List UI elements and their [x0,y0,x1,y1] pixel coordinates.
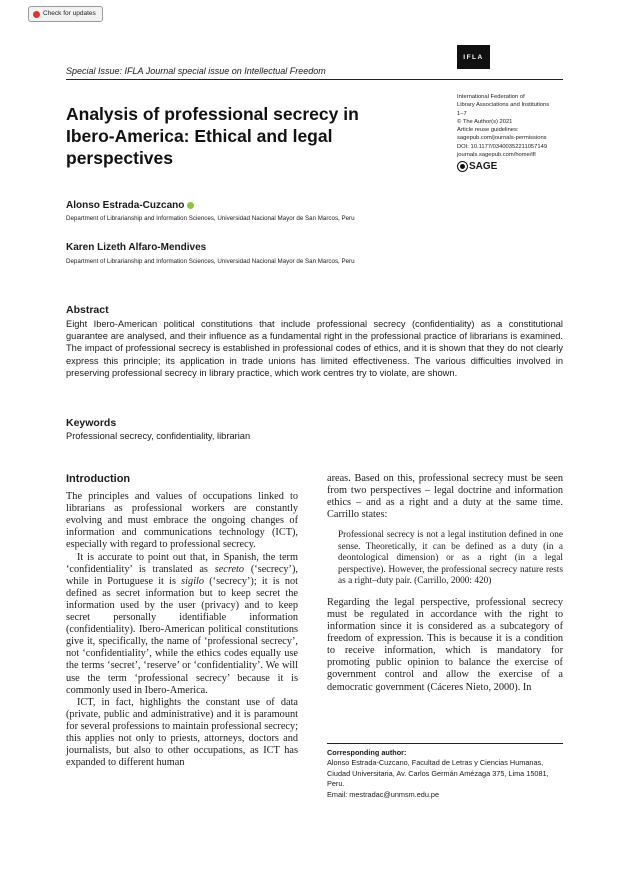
sage-logo-text: SAGE [469,160,498,172]
article-title: Analysis of professional secrecy in Ibero-America: Ethical and legal perspectives [66,104,359,168]
intro-paragraph: areas. Based on this, professional secrecy must be seen from two perspectives – legal doctrine and information ethics – and as a right and a duty at the same time. Carrillo states: [327,473,563,521]
keywords-heading: Keywords [66,417,117,429]
intro-paragraph: ICT, in fact, highlights the constant use of data (private, public and administrative) and it is paramount for several professions to maintain professional secrecy; this applies not only to priests, attorneys, doctors and journalists, but also to other occupations, as ICT has expanded to different human [66,696,298,769]
corresponding-email[interactable]: Email: mestradac@unmsm.edu.pe [327,789,440,799]
corresponding-author [327,748,563,800]
crossmark-icon [33,11,40,18]
journal-info-line: © The Author(s) 2021 [457,118,513,125]
keywords-text: Professional secrecy, confidentiality, librarian [66,431,251,441]
ifla-logo [457,45,490,69]
corresponding-divider [327,743,563,744]
author-name [66,200,194,211]
intro-paragraph: It is accurate to point out that, in Spanish, the term ‘confidentiality’ is translated as secreto (‘secrecy’), while in Portuguese it is sigilo (‘secrecy’); it is not defined as secret information but to keep secret the information used by the user (privacy) and to keep secret personally identifiable information (confidentiality). Ibero-American political constitutions give it, specifically, the name of ‘professional secrecy’, not ‘confidentiality’, while the ethics codes equally use the terms ‘secret’, ‘reserve’ or ‘confidentiality’. We will use the term ‘professional secrecy’ because it is commonly used in Ibero-America. [66,551,298,696]
author-name [66,242,206,253]
corresponding-heading: Corresponding author: [327,748,407,757]
journal-info-line: International Federation of [457,94,525,100]
italic-term: sigilo [181,575,205,587]
journal-info-line: Article reuse guidelines: [457,127,519,134]
special-issue-label: Special Issue: IFLA Journal special issue on Intellectual Freedom [66,66,326,76]
author-name-text: Karen Lizeth Alfaro-Mendives [66,242,207,253]
left-column [66,473,298,769]
journal-info [457,93,577,172]
corresponding-address: Alonso Estrada-Cuzcano, Facultad de Letras y Ciencias Humanas, Ciudad Universitaria, Av. Carlos Germán Amézaga 375, Lima 15081, Peru. [327,758,549,789]
sage-logo [457,161,577,172]
right-column [327,473,563,694]
author-name-text: Alonso Estrada-Cuzcano [66,200,185,211]
ifla-logo-text: IFLA [463,53,484,61]
block-quote: Professional secrecy is not a legal institution defined in one sense. Theoretically, it can be defined as a duty (in a deontological dimension) or as a right (in a legal perspective). However, the professional secrecy nature rests as a right–duty pair. (Carrillo, 2000: 420) [338,530,563,587]
abstract-text: Eight Ibero-American political constitutions that include professional secrecy (confidentiality) as a constitutional guarantee are analysed, and their influence as a fundamental right in the professional practice of librarians is examined. The impact of professional secrecy is established in professional codes of ethics, and it is shown that they do not clearly express this principle; its application in trade unions has limited effectiveness. The various difficulties involved in preserving professional secrecy in library practice, which work centres try to violate, are shown. [66,319,563,378]
journal-info-line: Library Associations and Institutions [457,102,550,109]
doi-link[interactable]: DOI: 10.1177/03400352211057149 [457,143,548,150]
intro-paragraph: The principles and values of occupations linked to librarians as professional workers are constantly evolving and must embrace the ongoing changes of information and communications technology (ICT), especially with regard to professional secrecy. [66,491,298,551]
permissions-link[interactable]: sagepub.com/journals-permissions [457,135,547,142]
intro-paragraph: Regarding the legal perspective, professional secrecy must be regulated in accordance with the right to information since it is considered as a subcategory of freedom of expression. This is because it is a condition to receive information, which is mandatory for promoting public opinion to balance the exercise of government control and allow the exercise of a democratic government (Cáceres Nieto, 2000). In [327,596,563,693]
journal-home-link[interactable]: journals.sagepub.com/home/ifl [457,152,536,159]
check-for-updates-label: Check for updates [43,10,96,17]
sage-icon [457,161,468,172]
italic-term: secreto [214,563,245,575]
orcid-icon[interactable] [187,202,194,209]
header-divider [66,79,563,80]
author-affiliation: Department of Librarianship and Information Sciences, Universidad Nacional Mayor de San Marcos, Peru [66,215,355,222]
introduction-heading: Introduction [66,473,131,485]
abstract-heading: Abstract [66,304,109,316]
author-affiliation: Department of Librarianship and Information Sciences, Universidad Nacional Mayor de San Marcos, Peru [66,258,355,265]
check-for-updates-badge[interactable] [28,6,103,22]
journal-info-line: 1–7 [457,110,467,117]
